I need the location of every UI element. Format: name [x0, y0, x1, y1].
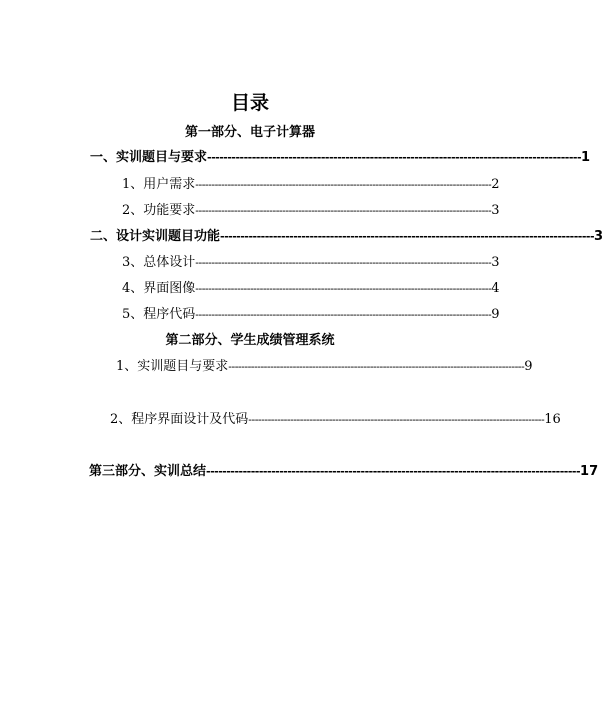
toc-leader: -------------------------------------------------------------------------------------------- — [207, 151, 582, 164]
part2-heading: 第二部分、学生成绩管理系统 — [165, 333, 335, 348]
toc-entry-label: 2、程序界面设计及代码 — [110, 412, 249, 427]
toc-leader: -------------------------------------------------------------------------------------------- — [206, 465, 581, 478]
toc-entry-page: 17 — [580, 464, 599, 479]
toc-leader: -------------------------------------------------------------------------------------------- — [195, 178, 492, 191]
toc-leader: -------------------------------------------------------------------------------------------- — [195, 256, 492, 269]
toc-entry-page: 9 — [524, 359, 533, 374]
toc-entry-label: 4、界面图像 — [122, 281, 196, 296]
toc-leader: -------------------------------------------------------------------------------------------- — [195, 308, 492, 321]
toc-leader: -------------------------------------------------------------------------------------------- — [195, 282, 492, 295]
toc-entry-page: 3 — [491, 203, 500, 218]
part1-heading: 第一部分、电子计算器 — [184, 125, 315, 140]
toc-entry-page: 2 — [491, 177, 500, 192]
toc-entry-page: 16 — [544, 412, 561, 427]
toc-entry-label: 一、实训题目与要求 — [90, 150, 208, 165]
toc-entry-label: 1、实训题目与要求 — [116, 359, 229, 374]
toc-entry-page: 4 — [491, 281, 500, 296]
toc-entry-page: 1 — [581, 150, 591, 165]
toc-entry-section-1 — [90, 146, 591, 165]
toc-entry-label: 第三部分、实训总结 — [89, 464, 207, 479]
toc-entry-interface-design — [110, 408, 561, 427]
toc-entry-training-topic — [116, 355, 533, 374]
toc-leader: -------------------------------------------------------------------------------------------- — [228, 360, 525, 373]
toc-entry-program-code — [122, 303, 500, 322]
toc-entry-page: 3 — [594, 229, 603, 244]
toc-entry-label: 5、程序代码 — [122, 307, 196, 322]
toc-entry-part3 — [89, 460, 599, 479]
toc-entry-function-requirements — [122, 199, 500, 218]
toc-entry-label: 2、功能要求 — [122, 203, 196, 218]
toc-entry-label: 1、用户需求 — [122, 177, 196, 192]
toc-entry-page: 9 — [491, 307, 500, 322]
toc-entry-user-requirements — [122, 173, 500, 192]
toc-title: 目录 — [230, 92, 269, 114]
toc-entry-page: 3 — [491, 255, 500, 270]
toc-leader: -------------------------------------------------------------------------------------------- — [248, 413, 545, 426]
toc-entry-interface-images — [122, 277, 500, 296]
toc-entry-overall-design — [122, 251, 500, 270]
toc-leader: -------------------------------------------------------------------------------------------- — [220, 230, 595, 243]
toc-leader: -------------------------------------------------------------------------------------------- — [195, 204, 492, 217]
toc-entry-label: 3、总体设计 — [122, 255, 196, 270]
toc-entry-label: 二、设计实训题目功能 — [90, 229, 221, 244]
toc-entry-section-2 — [90, 225, 603, 244]
